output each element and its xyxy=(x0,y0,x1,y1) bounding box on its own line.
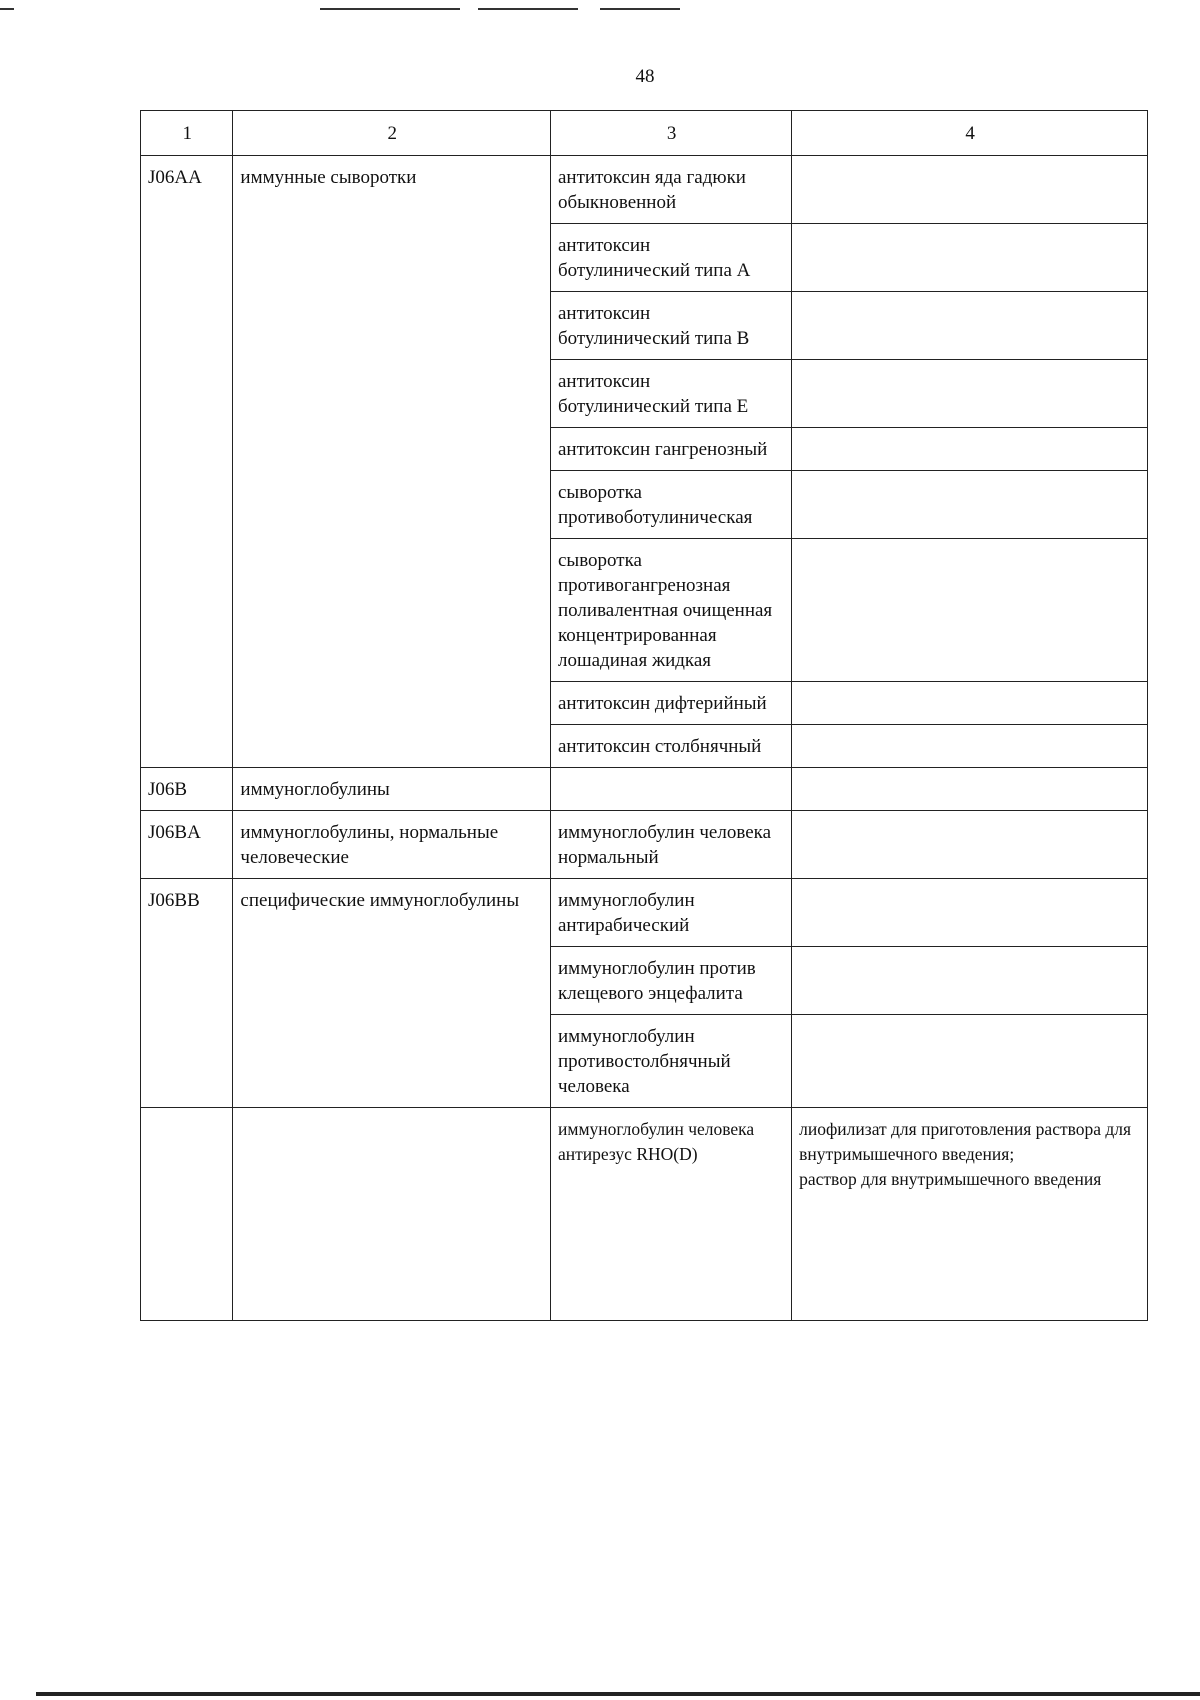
drug-name-cell: антитоксин гангренозный xyxy=(551,428,792,471)
dosage-form-cell xyxy=(792,768,1148,811)
scan-artifact xyxy=(36,1692,1200,1696)
dosage-form-line: раствор для внутримышечного введения xyxy=(799,1169,1102,1189)
dosage-form-cell xyxy=(792,682,1148,725)
dosage-form-cell xyxy=(792,156,1148,224)
group-name-cell: иммуноглобулины xyxy=(233,768,551,811)
drug-name-cell xyxy=(551,768,792,811)
atc-code-cell: J06BA xyxy=(141,811,233,879)
atc-code-cell: J06BB xyxy=(141,879,233,1108)
dosage-form-cell xyxy=(792,428,1148,471)
dosage-form-cell xyxy=(792,811,1148,879)
drug-name-cell: иммуноглобулин человека антирезус RHO(D) xyxy=(551,1108,792,1321)
header-cell: 1 xyxy=(141,111,233,156)
scan-artifact xyxy=(600,8,680,10)
drug-name-cell: антитоксин ботулинический типа A xyxy=(551,224,792,292)
drug-name-cell: иммуноглобулин против клещевого энцефалита xyxy=(551,947,792,1015)
atc-code-cell xyxy=(141,1108,233,1321)
drug-name-cell: антитоксин ботулинический типа B xyxy=(551,292,792,360)
dosage-form-cell xyxy=(792,471,1148,539)
dosage-form-cell xyxy=(792,947,1148,1015)
drug-name-cell: антитоксин яда гадюки обыкновенной xyxy=(551,156,792,224)
drug-name-cell: иммуноглобулин противостолбнячный человека xyxy=(551,1015,792,1108)
atc-code-cell: J06AA xyxy=(141,156,233,768)
drug-name-cell: антитоксин дифтерийный xyxy=(551,682,792,725)
dosage-form-cell xyxy=(792,224,1148,292)
dosage-form-cell xyxy=(792,360,1148,428)
table-row xyxy=(141,768,1148,811)
table-row xyxy=(141,1108,1148,1321)
scan-artifact xyxy=(0,8,14,10)
drug-name-cell: иммуноглобулин человека нормальный xyxy=(551,811,792,879)
table-row xyxy=(141,879,1148,947)
scan-artifact xyxy=(320,8,460,10)
table-row xyxy=(141,811,1148,879)
page-number: 48 xyxy=(635,66,655,87)
group-name-cell: иммунные сыворотки xyxy=(233,156,551,768)
drug-table xyxy=(140,110,1148,1321)
dosage-form-cell xyxy=(792,292,1148,360)
dosage-form-cell xyxy=(792,879,1148,947)
dosage-form-cell xyxy=(792,725,1148,768)
atc-code-cell: J06B xyxy=(141,768,233,811)
group-name-cell: специфические иммуноглобулины xyxy=(233,879,551,1108)
dosage-form-cell xyxy=(792,1108,1148,1321)
group-name-cell: иммуноглобулины, нормальные человеческие xyxy=(233,811,551,879)
dosage-form-cell xyxy=(792,1015,1148,1108)
drug-name-cell: сыворотка противоботулиническая xyxy=(551,471,792,539)
table-header-row xyxy=(141,111,1148,156)
scan-artifact xyxy=(478,8,578,10)
dosage-form-line: лиофилизат для приготовления раствора для внутримышечного введения; xyxy=(799,1119,1132,1164)
group-name-cell xyxy=(233,1108,551,1321)
drug-name-cell: антитоксин столбнячный xyxy=(551,725,792,768)
table-row xyxy=(141,156,1148,224)
drug-name-cell: сыворотка противогангренозная поливалентная очищенная концентрированная лошадиная жидкая xyxy=(551,539,792,682)
header-cell: 4 xyxy=(792,111,1148,156)
header-cell: 3 xyxy=(551,111,792,156)
header-cell: 2 xyxy=(233,111,551,156)
drug-name-cell: иммуноглобулин антирабический xyxy=(551,879,792,947)
drug-name-cell: антитоксин ботулинический типа E xyxy=(551,360,792,428)
dosage-form-cell xyxy=(792,539,1148,682)
